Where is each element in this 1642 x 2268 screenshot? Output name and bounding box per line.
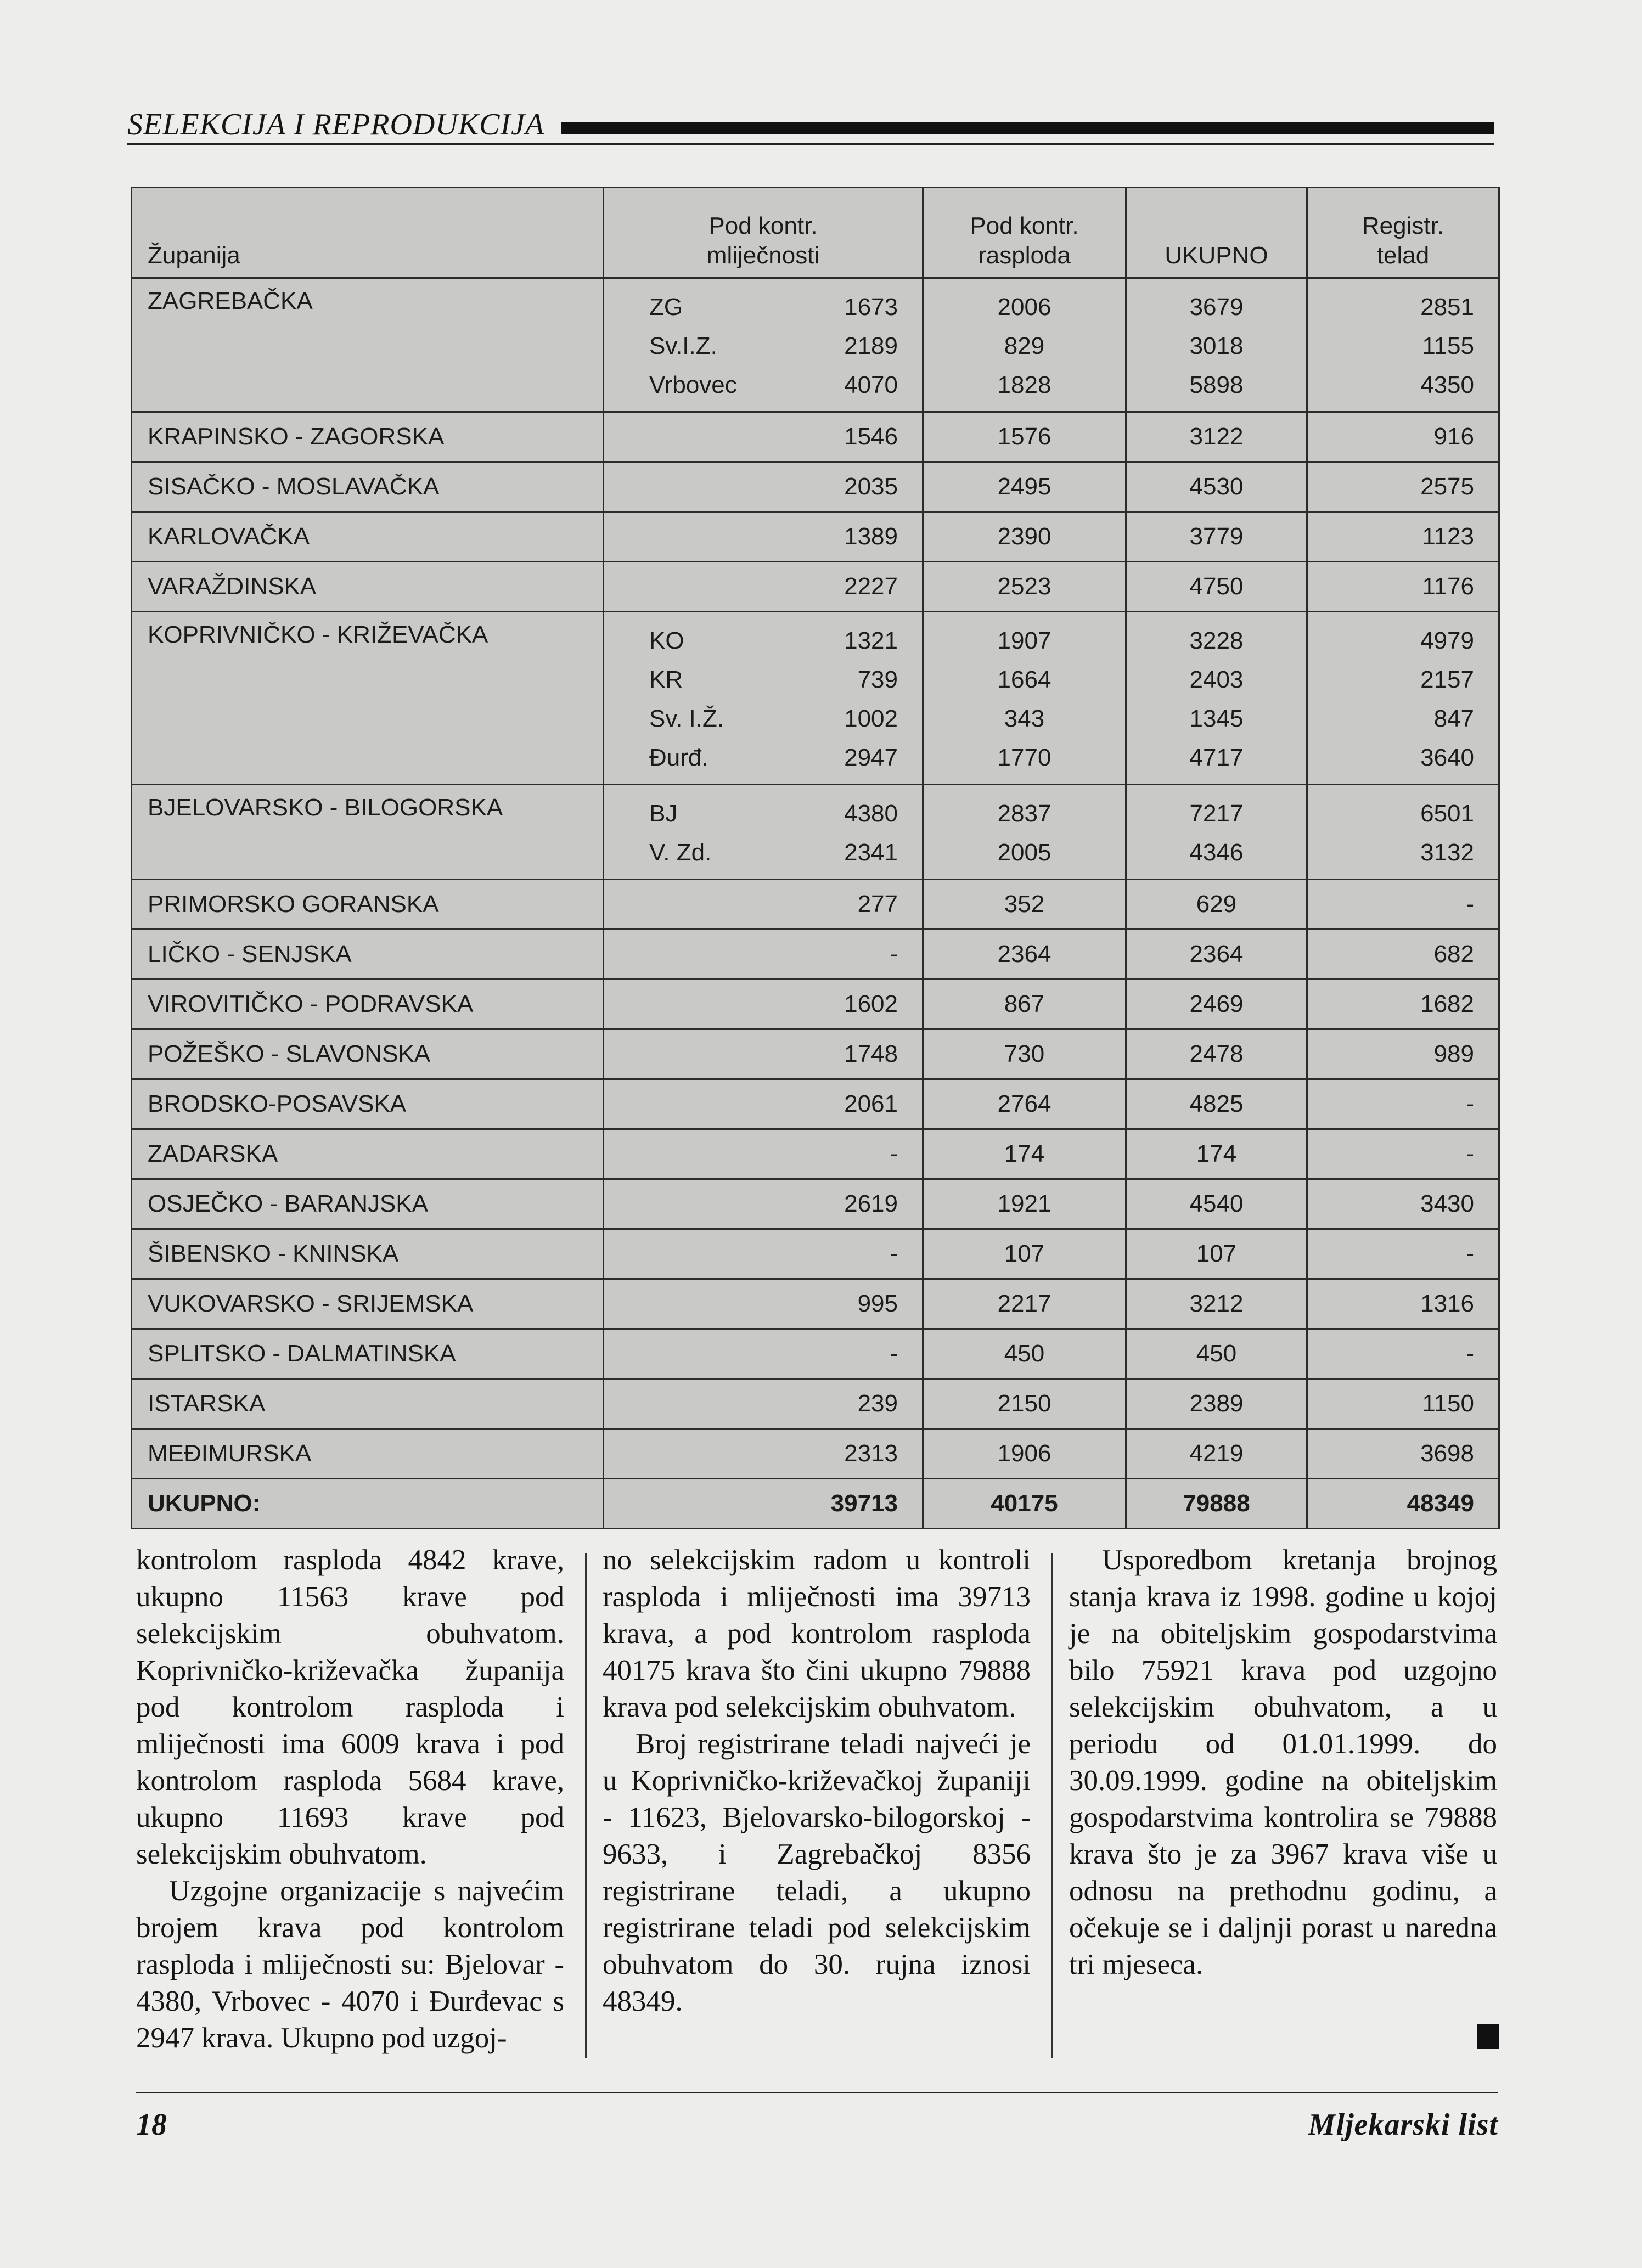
article-body (136, 1542, 1497, 2069)
calves-cell: 6501 3132 (1307, 785, 1499, 880)
table-row: PRIMORSKO GORANSKA 277 352 629 - (132, 880, 1499, 930)
header-breeding-control: Pod kontr. rasploda (923, 188, 1126, 278)
table-row: OSJEČKO - BARANJSKA 2619 1921 4540 3430 (132, 1179, 1499, 1229)
table-total-row (132, 1479, 1499, 1529)
footer-rule (136, 2092, 1498, 2093)
total-calves: 48349 (1307, 1479, 1499, 1529)
table-header-row (132, 188, 1499, 278)
header-county: Županija (132, 188, 604, 278)
end-of-article-square-icon (1477, 2024, 1499, 2049)
paragraph: no selekcijskim radom u kontroli rasploda i mliječnosti ima 39713 krava, a pod kontrolom rasploda 40175 krava što čini ukupno 79888 krava pod selekcijskim obuhvatom. (603, 1544, 1031, 1723)
table-row: POŽEŠKO - SLAVONSKA 1748 730 2478 989 (132, 1029, 1499, 1079)
text-column-1 (136, 1542, 564, 2057)
text-column-3 (1069, 1542, 1497, 1983)
county-name: KOPRIVNIČKO - KRIŽEVAČKA (132, 612, 604, 785)
table-row: KRAPINSKO - ZAGORSKA 1546 1576 3122 916 (132, 412, 1499, 462)
table-row-koprivnicko (132, 612, 1499, 785)
header-thin-rule (127, 143, 1494, 145)
total-cell: 3679 3018 5898 (1126, 278, 1307, 412)
breeding-cell: 1907 1664 343 1770 (923, 612, 1126, 785)
calves-cell: 4979 2157 847 3640 (1307, 612, 1499, 785)
table-row-zagrebacka (132, 278, 1499, 412)
column-divider (585, 1553, 587, 2058)
milk-cell: BJ 4380 V. Zd. 2341 (604, 785, 923, 880)
text-column-2 (603, 1542, 1031, 2020)
calves-cell: 2851 1155 4350 (1307, 278, 1499, 412)
paragraph: Uzgojne organizacije s najvećim brojem krava pod kontrolom rasploda i mliječnosti su: Bjelovar - 4380, Vrbovec - 4070 i Đurđevac s 2947 krava. Ukupno pod uzgoj- (136, 1875, 564, 2054)
table-row: BRODSKO-POSAVSKA 2061 2764 4825 - (132, 1079, 1499, 1129)
milk-cell: KO 1321 KR 739 Sv. I.Ž. 1002 Đurđ. 2947 (604, 612, 923, 785)
total-cell: 7217 4346 (1126, 785, 1307, 880)
breeding-cell: 2006 829 1828 (923, 278, 1126, 412)
milk-cell: ZG 1673 Sv.I.Z. 2189 Vrbovec 4070 (604, 278, 923, 412)
publication-title: Mljekarski list (1308, 2108, 1498, 2142)
table-row: KARLOVAČKA 1389 2390 3779 1123 (132, 512, 1499, 562)
county-name: ZAGREBAČKA (132, 278, 604, 412)
total-milk: 39713 (604, 1479, 923, 1529)
table-row: ISTARSKA 239 2150 2389 1150 (132, 1379, 1499, 1429)
paragraph: Broj registrirane teladi najveći je u Koprivničko-križevačkoj županiji - 11623, Bjelovarsko-bilogorskoj - 9633, i Zagrebačkoj 8356 registrirane teladi, a ukupno registrirane teladi pod selekcijskim obuhvatom do 30. rujna iznosi 48349. (603, 1728, 1031, 2017)
county-name: BJELOVARSKO - BILOGORSKA (132, 785, 604, 880)
table-row: ŠIBENSKO - KNINSKA - 107 107 - (132, 1229, 1499, 1279)
table-row: SISAČKO - MOSLAVAČKA 2035 2495 4530 2575 (132, 462, 1499, 512)
table-row: SPLITSKO - DALMATINSKA - 450 450 - (132, 1329, 1499, 1379)
breeding-cell: 2837 2005 (923, 785, 1126, 880)
header-milk-control: Pod kontr. mliječnosti (604, 188, 923, 278)
table-row: MEĐIMURSKA 2313 1906 4219 3698 (132, 1429, 1499, 1479)
section-title: SELEKCIJA I REPRODUKCIJA (127, 108, 545, 142)
table-row-bjelovarsko (132, 785, 1499, 880)
paragraph: kontrolom rasploda 4842 krave, ukupno 11563 krave pod selekcijskim obuhvatom. Koprivničko-križevačka županija pod kontrolom rasploda i mliječnosti ima 6009 krava i pod kontrolom rasploda 5684 krave, ukupno 11693 krave pod selekcijskim obuhvatom. (136, 1544, 564, 1870)
cattle-statistics-table (131, 187, 1500, 1529)
statistics-table-wrapper (131, 187, 1498, 1529)
table-row: ZADARSKA - 174 174 - (132, 1129, 1499, 1179)
total-cell: 3228 2403 1345 4717 (1126, 612, 1307, 785)
header-thick-rule (561, 122, 1494, 134)
total-total: 79888 (1126, 1479, 1307, 1529)
section-header (127, 107, 1494, 145)
table-row: VARAŽDINSKA 2227 2523 4750 1176 (132, 562, 1499, 612)
table-row: VIROVITIČKO - PODRAVSKA 1602 867 2469 1682 (132, 980, 1499, 1029)
page-number: 18 (136, 2108, 167, 2142)
total-breeding: 40175 (923, 1479, 1126, 1529)
header-total: UKUPNO (1126, 188, 1307, 278)
total-label: UKUPNO: (132, 1479, 604, 1529)
header-registered-calves: Registr. telad (1307, 188, 1499, 278)
table-row: VUKOVARSKO - SRIJEMSKA 995 2217 3212 1316 (132, 1279, 1499, 1329)
column-divider (1051, 1553, 1053, 2058)
table-row: LIČKO - SENJSKA - 2364 2364 682 (132, 930, 1499, 980)
paragraph: Usporedbom kretanja brojnog stanja krava iz 1998. godine u kojoj je na obiteljskim gospodarstvima bilo 75921 krava pod uzgojno selekcijskim obuhvatom, a u periodu od 01.01.1999. do 30.09.1999. godine na obiteljskim gospodarstvima kontrolira se 79888 krava što je za 3967 krava više u odnosu na prethodnu godinu, a očekuje se i daljnji porast u naredna tri mjeseca. (1069, 1544, 1497, 1980)
